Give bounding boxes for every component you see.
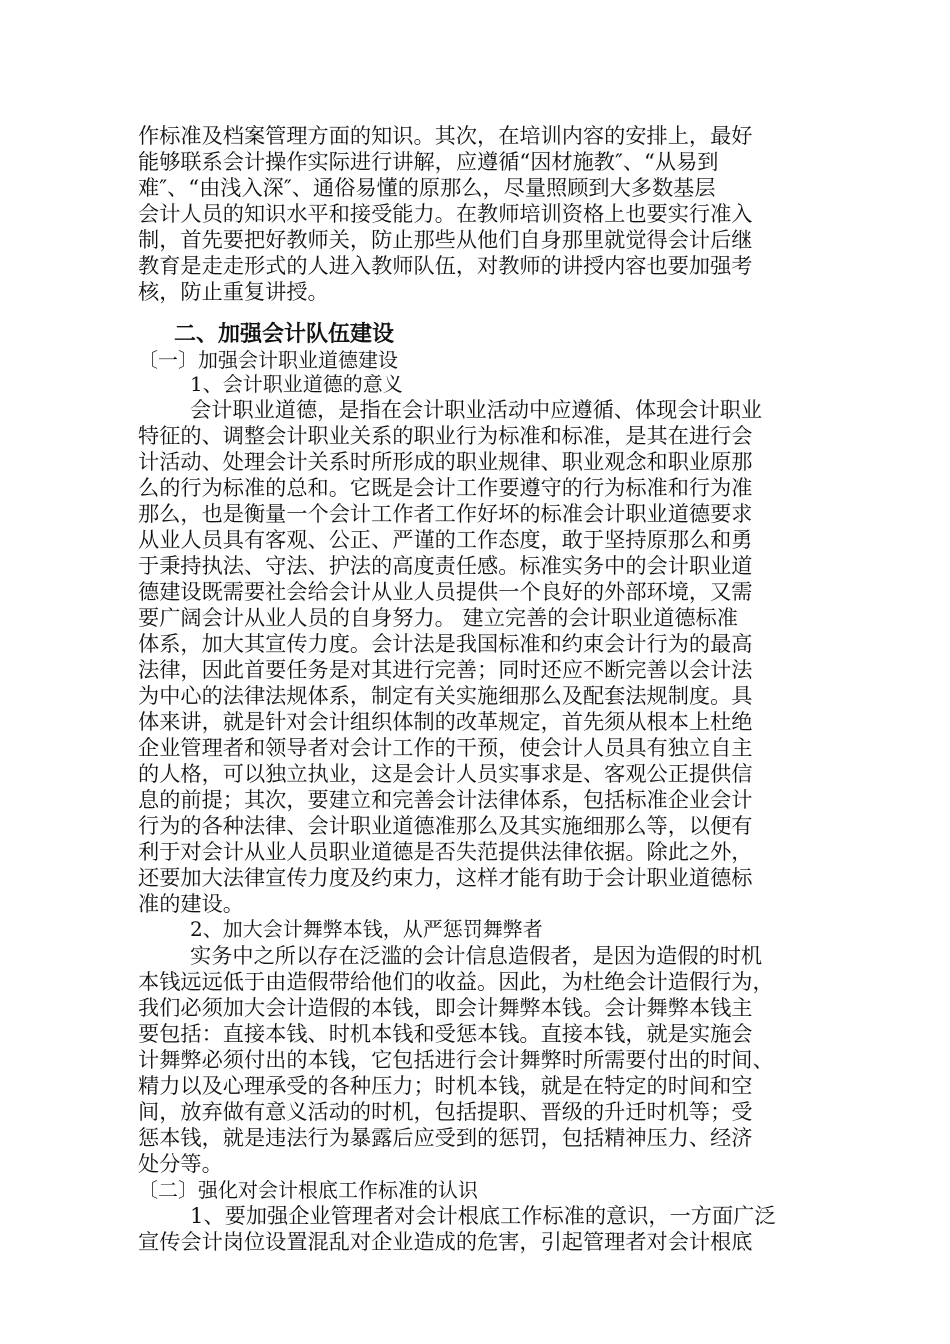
text-line: 惩本钱，就是违法行为暴露后应受到的惩罚，包括精神压力、经济 <box>138 1125 753 1150</box>
text-line: 么的行为标准的总和。它既是会计工作要遵守的行为标准和行为准 <box>138 475 753 500</box>
text-line: 宣传会计岗位设置混乱对企业造成的危害，引起管理者对会计根底 <box>138 1229 753 1254</box>
text-line: 的人格，可以独立执业，这是会计人员实事求是、客观公正提供信 <box>138 761 753 786</box>
text-line: 教育是走走形式的人进入教师队伍，对教师的讲授内容也要加强考 <box>138 253 753 278</box>
text-line: 处分等。 <box>138 1151 223 1176</box>
text-line: 计舞弊必须付出的本钱，它包括进行会计舞弊时所需要付出的时间、 <box>138 1047 774 1072</box>
text-line: 为中心的法律法规体系，制定有关实施细那么及配套法规制度。具 <box>138 683 753 708</box>
text-line: 企业管理者和领导者对会计工作的干预，使会计人员具有独立自主 <box>138 735 753 760</box>
text-line: 要广阔会计从业人员的自身努力。 建立完善的会计职业道德标准 <box>138 605 738 630</box>
text-line: 精力以及心理承受的各种压力；时机本钱，就是在特定的时间和空 <box>138 1073 753 1098</box>
text-line: 核，防止重复讲授。 <box>138 279 329 304</box>
text-line: 要包括：直接本钱、时机本钱和受惩本钱。直接本钱，就是实施会 <box>138 1021 753 1046</box>
text-line: 体来讲，就是针对会计组织体制的改革规定，首先须从根本上杜绝 <box>138 709 753 734</box>
text-line: 会计职业道德，是指在会计职业活动中应遵循、体现会计职业 <box>190 397 763 422</box>
item-heading: 2、加大会计舞弊本钱，从严惩罚舞弊者 <box>190 917 543 941</box>
text-line: 还要加大法律宣传力度及约束力，这样才能有助于会计职业道德标 <box>138 865 753 890</box>
text-line: 从业人员具有客观、公正、严谨的工作态度，敢于坚持原那么和勇 <box>138 527 753 552</box>
text-line: 法律，因此首要任务是对其进行完善；同时还应不断完善以会计法 <box>138 657 753 682</box>
section-heading: 二、加强会计队伍建设 <box>174 322 395 347</box>
text-line: 实务中之所以存在泛滥的会计信息造假者，是因为造假的时机 <box>190 943 763 968</box>
text-line: 行为的各种法律、会计职业道德准那么及其实施细那么等，以便有 <box>138 813 753 838</box>
text-line: 计活动、处理会计关系时所形成的职业规律、职业观念和职业原那 <box>138 449 753 474</box>
text-line: 利于对会计从业人员职业道德是否失范提供法律依据。除此之外， <box>138 839 753 864</box>
subsection-heading: 〔二〕强化对会计根底工作标准的认识 <box>138 1178 478 1202</box>
text-line: 体系，加大其宣传力度。会计法是我国标准和约束会计行为的最高 <box>138 631 753 656</box>
text-line: 于秉持执法、守法、护法的高度责任感。标准实务中的会计职业道 <box>138 553 753 578</box>
text-line: 能够联系会计操作实际进行讲解，应遵循“因材施教″、“从易到 <box>138 149 719 174</box>
text-line: 准的建设。 <box>138 891 244 916</box>
text-line: 难″、“由浅入深″、通俗易懂的原那么，尽量照顾到大多数基层 <box>138 175 716 200</box>
text-line: 1、要加强企业管理者对会计根底工作标准的意识，一方面广泛 <box>190 1203 776 1228</box>
subsection-heading: 〔一〕加强会计职业道德建设 <box>138 348 398 372</box>
text-line: 息的前提；其次，要建立和完善会计法律体系，包括标准企业会计 <box>138 787 753 812</box>
text-line: 作标准及档案管理方面的知识。其次，在培训内容的安排上，最好 <box>138 123 753 148</box>
text-line: 本钱远远低于由造假带给他们的收益。因此，为杜绝会计造假行为， <box>138 969 774 994</box>
text-line: 制，首先要把好教师关，防止那些从他们自身那里就觉得会计后继 <box>138 227 753 252</box>
text-line: 会计人员的知识水平和接受能力。在教师培训资格上也要实行准入 <box>138 201 753 226</box>
text-line: 我们必须加大会计造假的本钱，即会计舞弊本钱。会计舞弊本钱主 <box>138 995 753 1020</box>
text-line: 那么，也是衡量一个会计工作者工作好坏的标准会计职业道德要求 <box>138 501 753 526</box>
text-line: 德建设既需要社会给会计从业人员提供一个良好的外部环境，又需 <box>138 579 753 604</box>
text-line: 间，放弃做有意义活动的时机，包括提职、晋级的升迁时机等；受 <box>138 1099 753 1124</box>
item-heading: 1、会计职业道德的意义 <box>190 372 403 396</box>
text-line: 特征的、调整会计职业关系的职业行为标准和标准，是其在进行会 <box>138 423 753 448</box>
